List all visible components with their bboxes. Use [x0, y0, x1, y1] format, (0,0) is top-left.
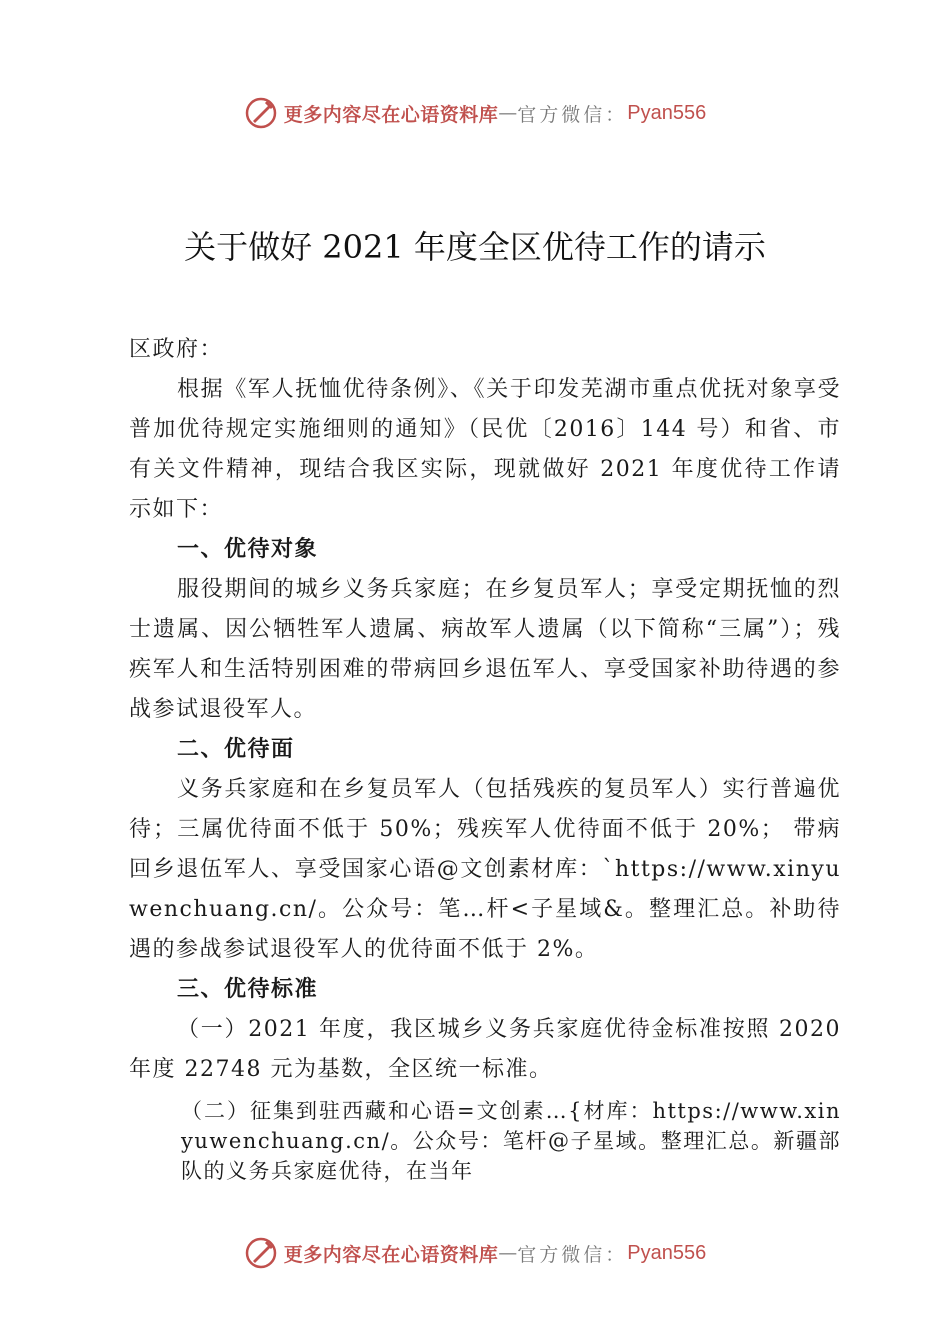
banner-text: 更多内容尽在心语资料库 — [283, 1243, 499, 1266]
banner-separator: — — [498, 102, 518, 124]
document-title: 关于做好 2021 年度全区优待工作的请示 — [184, 228, 766, 266]
header-watermark-banner — [0, 93, 950, 133]
section3-item2: （二）征集到驻西藏和心语=文创素…{材库：https://www.xinyuwenchuang.cn/。公众号：笔杆@子星域。整理汇总。新疆部队的义务兵家庭优待，在当年 — [181, 1099, 841, 1183]
document-body — [129, 330, 841, 1186]
section3-item1: （一）2021 年度，我区城乡义务兵家庭优待金标准按照 2020 年度 22748 元为基数，全区统一标准。 — [129, 1017, 841, 1082]
footer-watermark-banner — [0, 1233, 950, 1273]
section1-paragraph: 服役期间的城乡义务兵家庭；在乡复员军人；享受定期抚恤的烈士遗属、因公牺牲军人遗属、病故军人遗属（以下简称“三属”）；残疾军人和生活特别困难的带病回乡退伍军人、享受国家补助待遇的参战参试退役军人。 — [129, 577, 841, 722]
banner-separator: — — [498, 1242, 518, 1264]
section3-heading: 三、优待标准 — [177, 977, 319, 1002]
addressee: 区政府： — [129, 337, 224, 362]
banner-wechat-label: 官方微信： — [517, 1243, 628, 1266]
quill-seal-logo-icon — [244, 96, 278, 130]
section2-heading: 二、优待面 — [177, 737, 295, 762]
banner-wechat-id: Pyan556 — [627, 1241, 707, 1264]
intro-paragraph: 根据《军人抚恤优待条例》、《关于印发芜湖市重点优抚对象享受普加优待规定实施细则的通知》（民优〔2016〕144 号）和省、市有关文件精神，现结合我区实际，现就做好 2021 年度优待工作请示如下： — [129, 377, 841, 522]
banner-wechat-id: Pyan556 — [627, 101, 707, 124]
section1-heading: 一、优待对象 — [177, 537, 319, 562]
banner-text: 更多内容尽在心语资料库 — [283, 103, 499, 126]
section2-paragraph: 义务兵家庭和在乡复员军人（包括残疾的复员军人）实行普遍优待；三属优待面不低于 50%；残疾军人优待面不低于 20%； 带病回乡退伍军人、享受国家心语@文创素材库：`https://www.xinyuwenchuang.cn/。公众号：笔…杆<子星域&。整理汇总。补助待遇的参战参试退役军人的优待面不低于 2%。 — [129, 777, 841, 962]
quill-seal-logo-icon — [244, 1236, 278, 1270]
banner-wechat-label: 官方微信： — [517, 103, 628, 126]
